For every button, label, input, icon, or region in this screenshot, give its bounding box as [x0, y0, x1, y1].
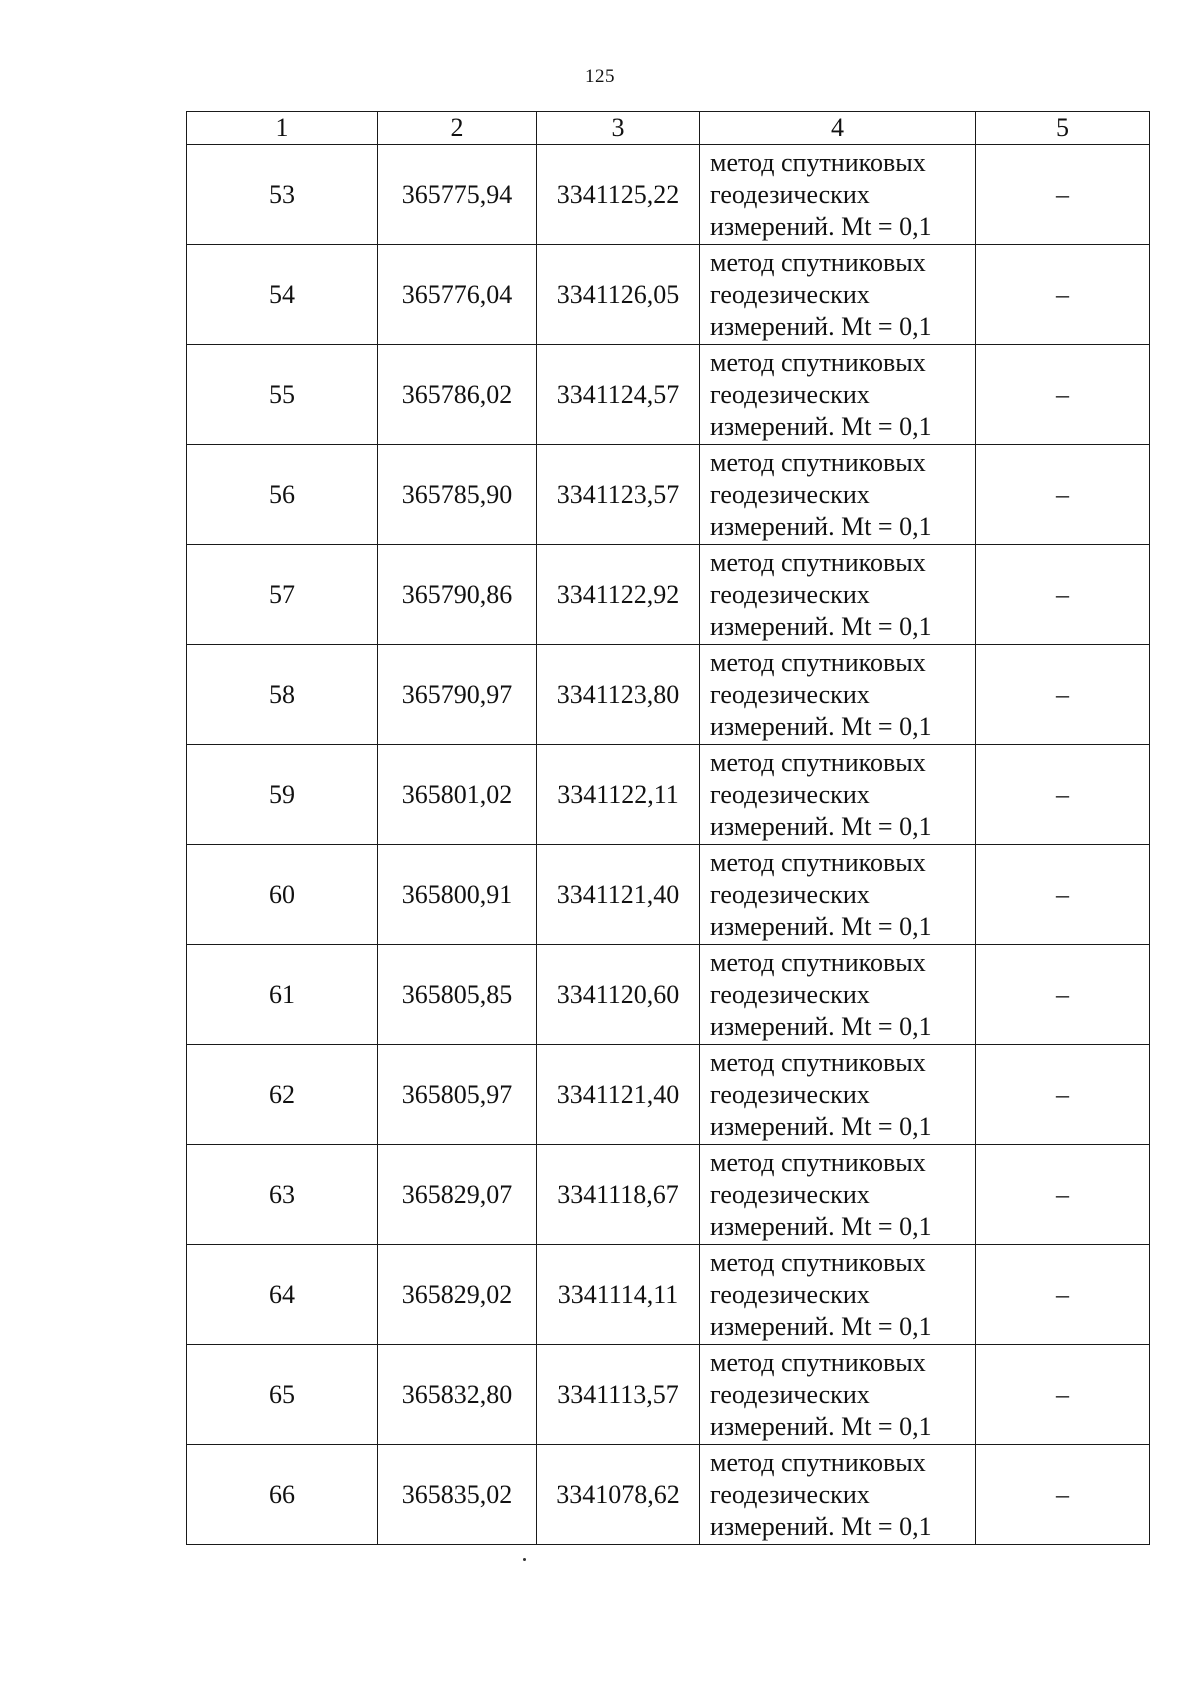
method-cell: [700, 845, 976, 945]
point-number-cell: 54: [187, 245, 378, 345]
x-coordinate-cell: 365776,04: [378, 245, 537, 345]
x-coordinate-cell: 365786,02: [378, 345, 537, 445]
table-body: [187, 145, 1150, 1545]
x-coordinate-cell: 365835,02: [378, 1445, 537, 1545]
table-row: [187, 745, 1150, 845]
table-row: [187, 945, 1150, 1045]
x-coordinate-cell: 365785,90: [378, 445, 537, 545]
method-cell: [700, 545, 976, 645]
method-line: геодезических: [710, 679, 870, 709]
scan-speck: [523, 1558, 526, 1561]
method-line: геодезических: [710, 179, 870, 209]
method-line: метод спутниковых: [710, 1347, 926, 1377]
method-line: метод спутниковых: [710, 947, 926, 977]
method-line: метод спутниковых: [710, 647, 926, 677]
method-line: геодезических: [710, 479, 870, 509]
x-coordinate-cell: 365829,07: [378, 1145, 537, 1245]
note-cell: –: [976, 245, 1150, 345]
note-cell: –: [976, 1445, 1150, 1545]
method-line: метод спутниковых: [710, 1047, 926, 1077]
method-line: геодезических: [710, 1379, 870, 1409]
y-coordinate-cell: 3341121,40: [537, 845, 700, 945]
x-coordinate-cell: 365829,02: [378, 1245, 537, 1345]
y-coordinate-cell: 3341122,11: [537, 745, 700, 845]
method-cell: [700, 445, 976, 545]
method-line: измерений. Mt = 0,1: [710, 1011, 932, 1041]
method-cell: [700, 645, 976, 745]
y-coordinate-cell: 3341122,92: [537, 545, 700, 645]
method-line: метод спутниковых: [710, 1447, 926, 1477]
method-line: измерений. Mt = 0,1: [710, 711, 932, 741]
y-coordinate-cell: 3341114,11: [537, 1245, 700, 1345]
method-line: геодезических: [710, 979, 870, 1009]
method-line: геодезических: [710, 1479, 870, 1509]
point-number-cell: 65: [187, 1345, 378, 1445]
note-cell: –: [976, 1045, 1150, 1145]
table-row: [187, 1345, 1150, 1445]
header-col-1: 1: [187, 112, 378, 145]
y-coordinate-cell: 3341120,60: [537, 945, 700, 1045]
point-number-cell: 61: [187, 945, 378, 1045]
y-coordinate-cell: 3341121,40: [537, 1045, 700, 1145]
method-cell: [700, 1045, 976, 1145]
point-number-cell: 58: [187, 645, 378, 745]
method-line: метод спутниковых: [710, 747, 926, 777]
note-cell: –: [976, 445, 1150, 545]
table-row: [187, 445, 1150, 545]
method-line: метод спутниковых: [710, 1247, 926, 1277]
method-line: метод спутниковых: [710, 847, 926, 877]
table-row: [187, 545, 1150, 645]
method-line: геодезических: [710, 879, 870, 909]
point-number-cell: 57: [187, 545, 378, 645]
note-cell: –: [976, 145, 1150, 245]
table-row: [187, 1145, 1150, 1245]
x-coordinate-cell: 365790,97: [378, 645, 537, 745]
page-number: 125: [585, 66, 615, 87]
point-number-cell: 63: [187, 1145, 378, 1245]
point-number-cell: 56: [187, 445, 378, 545]
method-line: измерений. Mt = 0,1: [710, 1211, 932, 1241]
table-row: [187, 145, 1150, 245]
point-number-cell: 66: [187, 1445, 378, 1545]
note-cell: –: [976, 945, 1150, 1045]
method-line: геодезических: [710, 579, 870, 609]
x-coordinate-cell: 365805,85: [378, 945, 537, 1045]
header-row: [187, 112, 1150, 145]
x-coordinate-cell: 365805,97: [378, 1045, 537, 1145]
table-row: [187, 645, 1150, 745]
x-coordinate-cell: 365832,80: [378, 1345, 537, 1445]
method-line: измерений. Mt = 0,1: [710, 1411, 932, 1441]
method-line: геодезических: [710, 1079, 870, 1109]
method-cell: [700, 1145, 976, 1245]
x-coordinate-cell: 365775,94: [378, 145, 537, 245]
method-line: метод спутниковых: [710, 147, 926, 177]
method-line: метод спутниковых: [710, 447, 926, 477]
note-cell: –: [976, 845, 1150, 945]
method-line: геодезических: [710, 1179, 870, 1209]
table-header: [187, 112, 1150, 145]
point-number-cell: 53: [187, 145, 378, 245]
method-line: измерений. Mt = 0,1: [710, 611, 932, 641]
method-line: измерений. Mt = 0,1: [710, 1111, 932, 1141]
table-row: [187, 245, 1150, 345]
point-number-cell: 62: [187, 1045, 378, 1145]
method-cell: [700, 145, 976, 245]
method-line: измерений. Mt = 0,1: [710, 811, 932, 841]
method-line: геодезических: [710, 1279, 870, 1309]
point-number-cell: 64: [187, 1245, 378, 1345]
method-line: измерений. Mt = 0,1: [710, 911, 932, 941]
method-line: измерений. Mt = 0,1: [710, 311, 932, 341]
method-cell: [700, 1245, 976, 1345]
table-row: [187, 845, 1150, 945]
header-col-5: 5: [976, 112, 1150, 145]
method-line: измерений. Mt = 0,1: [710, 1511, 932, 1541]
table-row: [187, 345, 1150, 445]
y-coordinate-cell: 3341125,22: [537, 145, 700, 245]
y-coordinate-cell: 3341126,05: [537, 245, 700, 345]
note-cell: –: [976, 545, 1150, 645]
point-number-cell: 59: [187, 745, 378, 845]
note-cell: –: [976, 345, 1150, 445]
x-coordinate-cell: 365790,86: [378, 545, 537, 645]
method-line: измерений. Mt = 0,1: [710, 1311, 932, 1341]
method-cell: [700, 245, 976, 345]
method-line: метод спутниковых: [710, 1147, 926, 1177]
x-coordinate-cell: 365801,02: [378, 745, 537, 845]
note-cell: –: [976, 645, 1150, 745]
method-line: метод спутниковых: [710, 247, 926, 277]
method-line: геодезических: [710, 779, 870, 809]
y-coordinate-cell: 3341124,57: [537, 345, 700, 445]
method-cell: [700, 345, 976, 445]
method-line: измерений. Mt = 0,1: [710, 511, 932, 541]
method-cell: [700, 1445, 976, 1545]
method-line: измерений. Mt = 0,1: [710, 411, 932, 441]
header-col-3: 3: [537, 112, 700, 145]
note-cell: –: [976, 745, 1150, 845]
note-cell: –: [976, 1145, 1150, 1245]
note-cell: –: [976, 1245, 1150, 1345]
method-line: геодезических: [710, 379, 870, 409]
note-cell: –: [976, 1345, 1150, 1445]
y-coordinate-cell: 3341123,57: [537, 445, 700, 545]
method-cell: [700, 745, 976, 845]
method-line: измерений. Mt = 0,1: [710, 211, 932, 241]
y-coordinate-cell: 3341078,62: [537, 1445, 700, 1545]
table-row: [187, 1045, 1150, 1145]
table-row: [187, 1245, 1150, 1345]
y-coordinate-cell: 3341123,80: [537, 645, 700, 745]
x-coordinate-cell: 365800,91: [378, 845, 537, 945]
header-col-4: 4: [700, 112, 976, 145]
method-cell: [700, 945, 976, 1045]
method-cell: [700, 1345, 976, 1445]
coordinates-table: [186, 111, 1150, 1545]
table-row: [187, 1445, 1150, 1545]
method-line: метод спутниковых: [710, 547, 926, 577]
y-coordinate-cell: 3341113,57: [537, 1345, 700, 1445]
point-number-cell: 60: [187, 845, 378, 945]
y-coordinate-cell: 3341118,67: [537, 1145, 700, 1245]
point-number-cell: 55: [187, 345, 378, 445]
header-col-2: 2: [378, 112, 537, 145]
method-line: метод спутниковых: [710, 347, 926, 377]
method-line: геодезических: [710, 279, 870, 309]
